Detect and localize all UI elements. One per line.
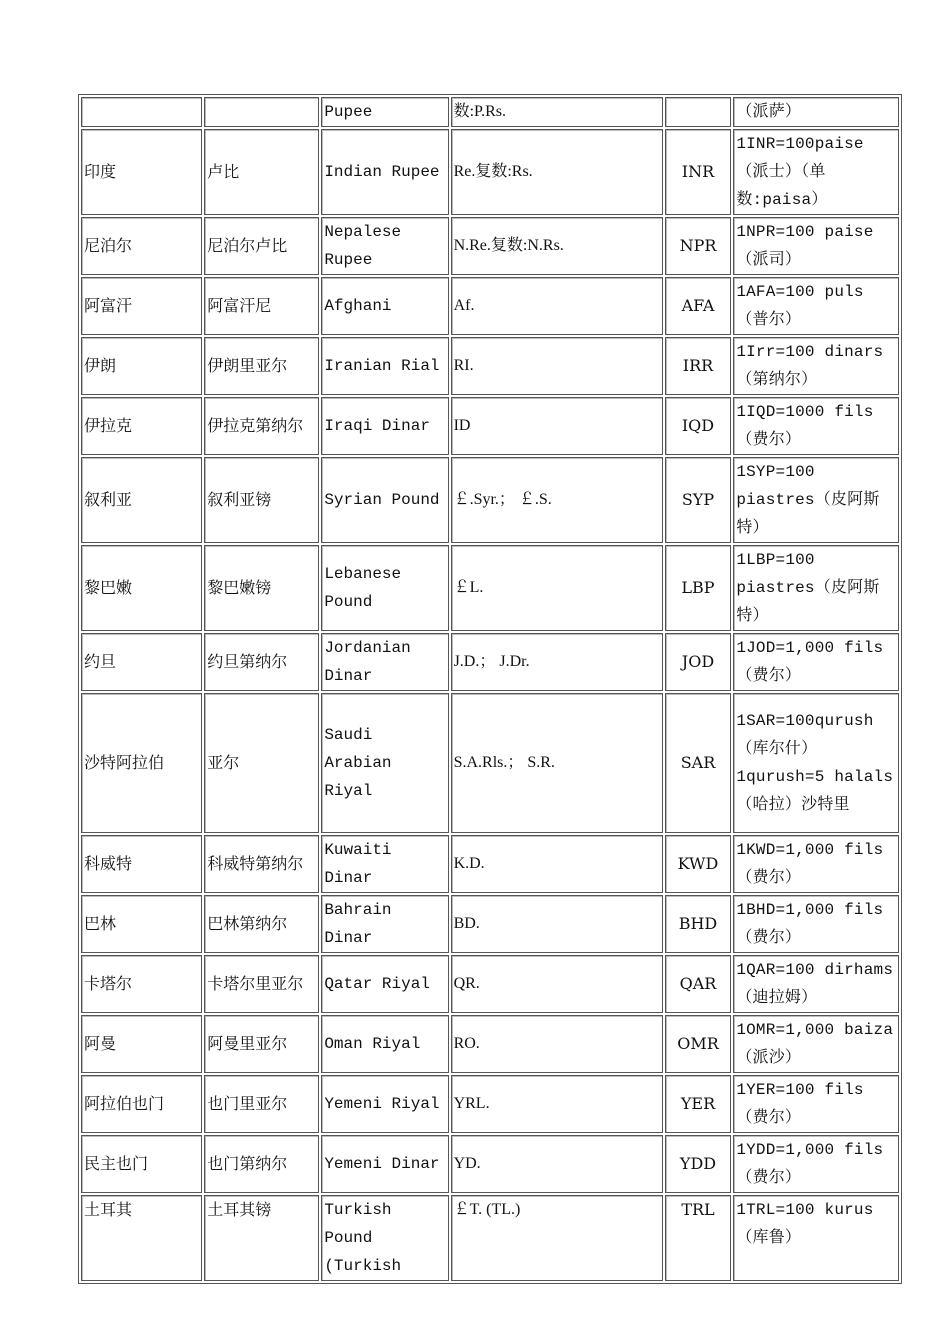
- cell-currency-name: 亚尔: [204, 693, 319, 833]
- cell-subunit: 1IQD=1000 fils（费尔）: [733, 397, 899, 455]
- cell-code: QAR: [665, 955, 732, 1013]
- cell-country: 阿富汗: [81, 277, 202, 335]
- cell-currency-name: 科威特第纳尔: [204, 835, 319, 893]
- cell-currency-name: 黎巴嫩镑: [204, 545, 319, 631]
- cell-code: OMR: [665, 1015, 732, 1073]
- cell-currency-name: 也门里亚尔: [204, 1075, 319, 1133]
- cell-code: JOD: [665, 633, 732, 691]
- cell-currency-english: Iraqi Dinar: [321, 397, 448, 455]
- cell-symbol: RO.: [451, 1015, 663, 1073]
- cell-country: 阿拉伯也门: [81, 1075, 202, 1133]
- cell-subunit: 1OMR=1,000 baiza（派沙）: [733, 1015, 899, 1073]
- cell-country: 伊拉克: [81, 397, 202, 455]
- table-row: [81, 955, 899, 1013]
- cell-code: YDD: [665, 1135, 732, 1193]
- cell-symbol: YRL.: [451, 1075, 663, 1133]
- table-row: [81, 457, 899, 543]
- cell-subunit: 1NPR=100 paise（派司）: [733, 217, 899, 275]
- cell-currency-name: 土耳其镑: [204, 1195, 319, 1281]
- cell-code: TRL: [665, 1195, 732, 1281]
- cell-subunit: 1SAR=100qurush（库尔什）1qurush=5 halals（哈拉）沙特里: [733, 693, 899, 833]
- table-row: [81, 693, 899, 833]
- cell-currency-english: Afghani: [321, 277, 448, 335]
- cell-symbol: 数:P.Rs.: [451, 97, 663, 127]
- cell-currency-english: Saudi Arabian Riyal: [321, 693, 448, 833]
- cell-currency-english: Syrian Pound: [321, 457, 448, 543]
- cell-code: NPR: [665, 217, 732, 275]
- cell-currency-english: Yemeni Dinar: [321, 1135, 448, 1193]
- cell-currency-name: 尼泊尔卢比: [204, 217, 319, 275]
- cell-country: 印度: [81, 129, 202, 215]
- cell-currency-name: 约旦第纳尔: [204, 633, 319, 691]
- cell-currency-english: Indian Rupee: [321, 129, 448, 215]
- cell-subunit: 1Irr=100 dinars（第纳尔）: [733, 337, 899, 395]
- cell-symbol: RI.: [451, 337, 663, 395]
- table-row: [81, 277, 899, 335]
- table-row: [81, 397, 899, 455]
- table-row: [81, 97, 899, 127]
- cell-subunit: （派萨）: [733, 97, 899, 127]
- cell-currency-name: 巴林第纳尔: [204, 895, 319, 953]
- table-row: [81, 1075, 899, 1133]
- cell-currency-name: [204, 97, 319, 127]
- cell-symbol: BD.: [451, 895, 663, 953]
- cell-currency-name: 叙利亚镑: [204, 457, 319, 543]
- cell-code: AFA: [665, 277, 732, 335]
- cell-currency-english: Nepalese Rupee: [321, 217, 448, 275]
- cell-subunit: 1LBP=100 piastres（皮阿斯特）: [733, 545, 899, 631]
- cell-country: 民主也门: [81, 1135, 202, 1193]
- cell-code: SAR: [665, 693, 732, 833]
- cell-symbol: ID: [451, 397, 663, 455]
- cell-currency-english: Lebanese Pound: [321, 545, 448, 631]
- cell-symbol: YD.: [451, 1135, 663, 1193]
- cell-country: 叙利亚: [81, 457, 202, 543]
- cell-symbol: Re.复数:Rs.: [451, 129, 663, 215]
- cell-subunit: 1AFA=100 puls（普尔）: [733, 277, 899, 335]
- cell-code: SYP: [665, 457, 732, 543]
- cell-country: 土耳其: [81, 1195, 202, 1281]
- cell-country: 黎巴嫩: [81, 545, 202, 631]
- cell-country: 阿曼: [81, 1015, 202, 1073]
- table-row: [81, 337, 899, 395]
- cell-subunit: 1YDD=1,000 fils（费尔）: [733, 1135, 899, 1193]
- cell-code: YER: [665, 1075, 732, 1133]
- table-row: [81, 633, 899, 691]
- cell-country: 尼泊尔: [81, 217, 202, 275]
- cell-currency-english: Turkish Pound (Turkish: [321, 1195, 448, 1281]
- cell-currency-english: Pupee: [321, 97, 448, 127]
- table-row: [81, 1195, 899, 1281]
- cell-currency-name: 卡塔尔里亚尔: [204, 955, 319, 1013]
- cell-code: LBP: [665, 545, 732, 631]
- cell-subunit: 1QAR=100 dirhams（迪拉姆）: [733, 955, 899, 1013]
- table-row: [81, 1015, 899, 1073]
- cell-symbol: ￡L.: [451, 545, 663, 631]
- cell-symbol: S.A.Rls.； S.R.: [451, 693, 663, 833]
- cell-subunit: 1SYP=100 piastres（皮阿斯特）: [733, 457, 899, 543]
- cell-country: 沙特阿拉伯: [81, 693, 202, 833]
- cell-country: 巴林: [81, 895, 202, 953]
- cell-subunit: 1TRL=100 kurus（库鲁）: [733, 1195, 899, 1281]
- currency-table-body: [81, 97, 899, 1281]
- cell-country: [81, 97, 202, 127]
- cell-currency-name: 阿富汗尼: [204, 277, 319, 335]
- cell-symbol: K.D.: [451, 835, 663, 893]
- cell-symbol: Af.: [451, 277, 663, 335]
- table-row: [81, 835, 899, 893]
- cell-currency-english: Oman Riyal: [321, 1015, 448, 1073]
- cell-country: 卡塔尔: [81, 955, 202, 1013]
- currency-table: [78, 94, 902, 1284]
- cell-currency-english: Qatar Riyal: [321, 955, 448, 1013]
- cell-currency-english: Iranian Rial: [321, 337, 448, 395]
- table-row: [81, 545, 899, 631]
- cell-subunit: 1INR=100paise（派士）（单数:paisa）: [733, 129, 899, 215]
- cell-country: 科威特: [81, 835, 202, 893]
- cell-symbol: J.D.； J.Dr.: [451, 633, 663, 691]
- table-row: [81, 217, 899, 275]
- cell-currency-name: 卢比: [204, 129, 319, 215]
- cell-currency-english: Yemeni Riyal: [321, 1075, 448, 1133]
- cell-subunit: 1YER=100 fils（费尔）: [733, 1075, 899, 1133]
- table-row: [81, 895, 899, 953]
- cell-code: INR: [665, 129, 732, 215]
- cell-currency-name: 伊朗里亚尔: [204, 337, 319, 395]
- cell-country: 伊朗: [81, 337, 202, 395]
- cell-symbol: N.Re.复数:N.Rs.: [451, 217, 663, 275]
- cell-currency-name: 也门第纳尔: [204, 1135, 319, 1193]
- table-row: [81, 1135, 899, 1193]
- cell-currency-english: Kuwaiti Dinar: [321, 835, 448, 893]
- cell-subunit: 1JOD=1,000 fils（费尔）: [733, 633, 899, 691]
- cell-currency-english: Jordanian Dinar: [321, 633, 448, 691]
- cell-symbol: ￡T. (TL.): [451, 1195, 663, 1281]
- cell-subunit: 1KWD=1,000 fils（费尔）: [733, 835, 899, 893]
- cell-country: 约旦: [81, 633, 202, 691]
- cell-code: IRR: [665, 337, 732, 395]
- cell-symbol: QR.: [451, 955, 663, 1013]
- cell-currency-english: Bahrain Dinar: [321, 895, 448, 953]
- cell-code: BHD: [665, 895, 732, 953]
- cell-code: KWD: [665, 835, 732, 893]
- table-row: [81, 129, 899, 215]
- cell-code: [665, 97, 732, 127]
- cell-symbol: ￡.Syr.； ￡.S.: [451, 457, 663, 543]
- cell-currency-name: 伊拉克第纳尔: [204, 397, 319, 455]
- cell-currency-name: 阿曼里亚尔: [204, 1015, 319, 1073]
- cell-subunit: 1BHD=1,000 fils（费尔）: [733, 895, 899, 953]
- cell-code: IQD: [665, 397, 732, 455]
